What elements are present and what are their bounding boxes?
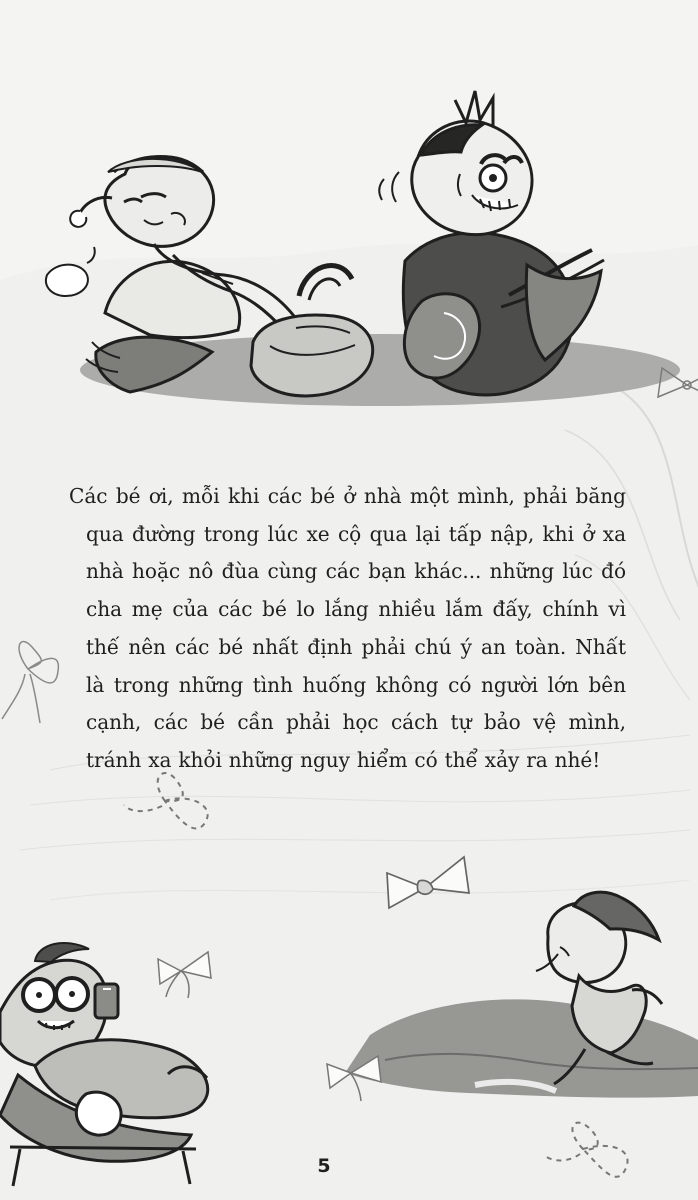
bow-icon [0, 625, 90, 730]
bow-icon [320, 1045, 390, 1105]
bow-icon [150, 940, 220, 1005]
bow-icon [640, 355, 698, 435]
gray-backpack [251, 265, 373, 396]
bow-icon [540, 1110, 640, 1200]
page-number: 5 [317, 1155, 331, 1177]
story-paragraph: Các bé ơi, mỗi khi các bé ở nhà một mình, phải băng qua đường trong lúc xe cộ qua lại tấp nập, khi ở xa nhà hoặc nô đùa cùng các bạn khác... những lúc đó cha mẹ của các bé lo lắng nhiều lắm đấy, chính vì thế nên các bé nhất định phải chú ý an toàn. Nhất là trong những tình huống không có người lớn bên cạnh, các bé cần phải học cách tự bảo vệ mình, tránh xa khỏi những nguy hiểm có thể xảy ra nhé! [69, 484, 626, 772]
top-cartoon-illustration [0, 80, 698, 430]
